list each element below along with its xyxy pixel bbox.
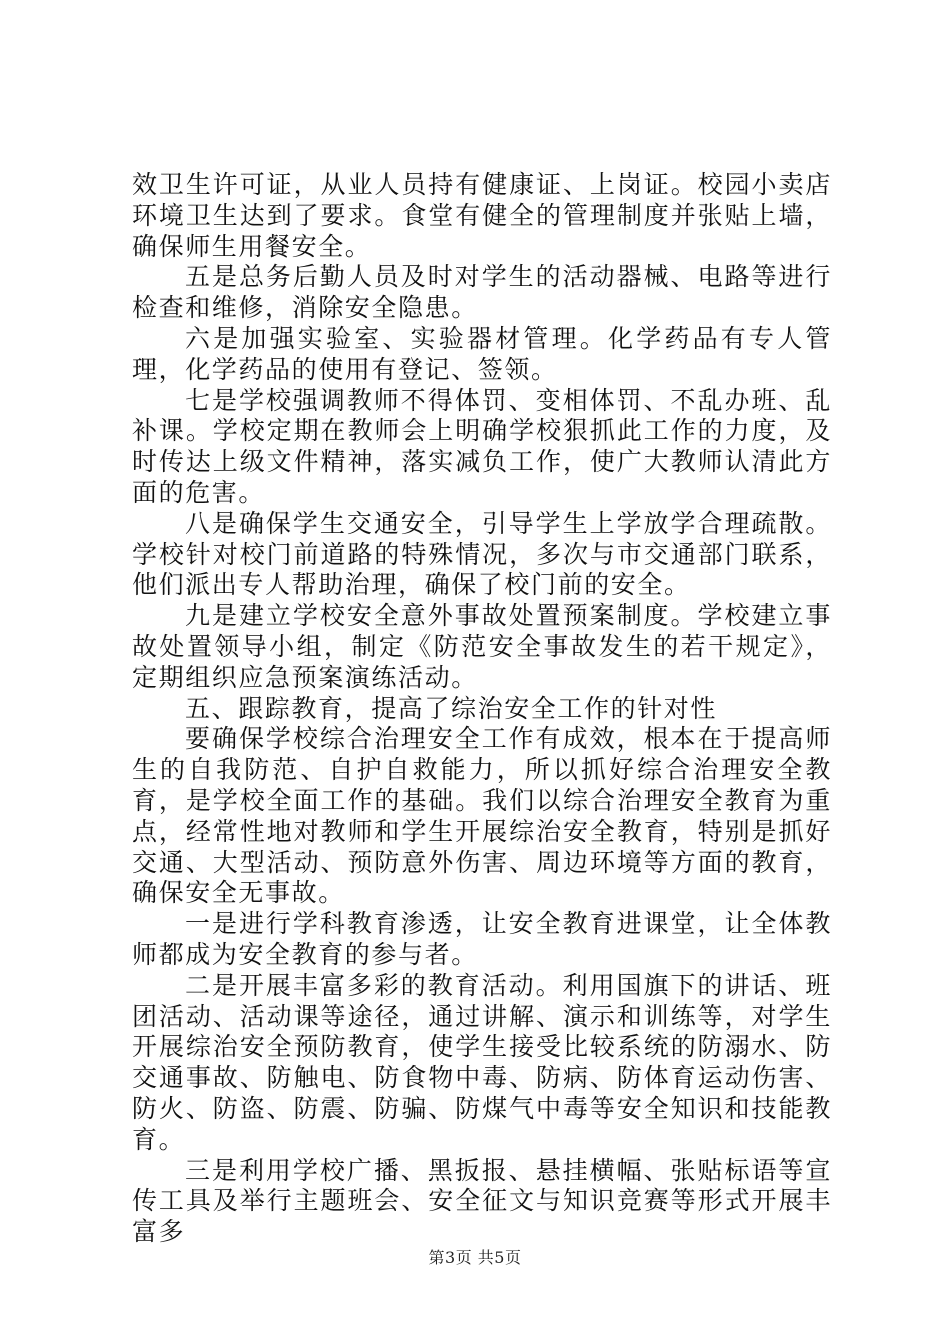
paragraph: 二是开展丰富多彩的教育活动。利用国旗下的讲话、班团活动、活动课等途径，通过讲解、演示和训练等，对学生开展综治安全预防教育，使学生接受比较系统的防溺水、防交通事故、防触电、防食物中毒、防病、防体育运动伤害、防火、防盗、防震、防骗、防煤气中毒等安全知识和技能教育。 bbox=[132, 970, 832, 1154]
page-number-footer: 第3页 共5页 bbox=[428, 1248, 522, 1267]
paragraph: 五是总务后勤人员及时对学生的活动器械、电路等进行检查和维修，消除安全隐患。 bbox=[132, 262, 832, 323]
paragraph: 三是利用学校广播、黑扳报、悬挂横幅、张贴标语等宣传工具及举行主题班会、安全征文与知识竞赛等形式开展丰富多 bbox=[132, 1155, 832, 1247]
paragraph: 一是进行学科教育渗透，让安全教育进课堂，让全体教师都成为安全教育的参与者。 bbox=[132, 909, 832, 969]
section-heading: 五、跟踪教育，提高了综治安全工作的针对性 bbox=[185, 693, 718, 723]
paragraph: 六是加强实验室、实验器材管理。化学药品有专人管理，化学药品的使用有登记、签领。 bbox=[132, 323, 832, 384]
document-body bbox=[132, 170, 832, 1248]
paragraph: 效卫生许可证，从业人员持有健康证、上岗证。校园小卖店环境卫生达到了要求。食堂有健全的管理制度并张贴上墙，确保师生用餐安全。 bbox=[132, 170, 832, 261]
paragraph: 八是确保学生交通安全，引导学生上学放学合理疏散。学校针对校门前道路的特殊情况，多次与市交通部门联系，他们派出专人帮助治理，确保了校门前的安全。 bbox=[132, 508, 832, 600]
paragraph: 要确保学校综合治理安全工作有成效，根本在于提高师生的自我防范、自护自救能力，所以抓好综合治理安全教育，是学校全面工作的基础。我们以综合治理安全教育为重点，经常性地对教师和学生开展综治安全教育，特别是抓好交通、大型活动、预防意外伤害、周边环境等方面的教育，确保安全无事故。 bbox=[132, 724, 832, 908]
paragraph: 七是学校强调教师不得体罚、变相体罚、不乱办班、乱补课。学校定期在教师会上明确学校狠抓此工作的力度，及时传达上级文件精神，落实减负工作，使广大教师认清此方面的危害。 bbox=[132, 385, 832, 507]
paragraph: 九是建立学校安全意外事故处置预案制度。学校建立事故处置领导小组，制定《防范安全事故发生的若干规定》，定期组织应急预案演练活动。 bbox=[132, 601, 832, 692]
